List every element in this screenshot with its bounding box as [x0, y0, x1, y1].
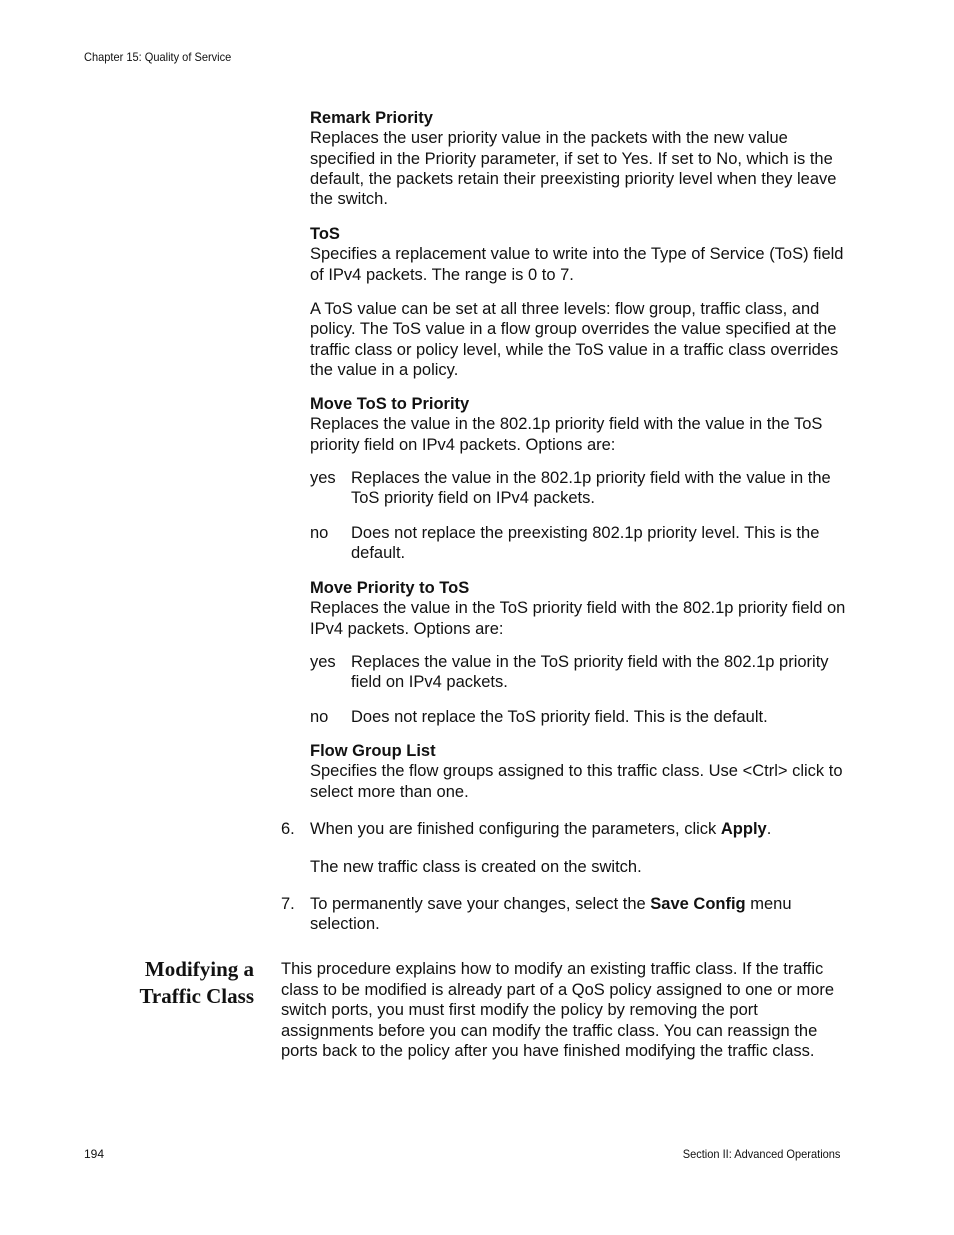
section-heading: Modifying a Traffic Class [139, 957, 254, 1008]
step-item [281, 894, 851, 935]
move-tos-to-priority-block [310, 394, 850, 455]
running-header: Chapter 15: Quality of Service [84, 50, 232, 64]
section-body: This procedure explains how to modify an existing traffic class. If the traffic class to be modified is already part of a QoS policy assigned to one or more switch ports, you must first modify the policy by removing the port assignments before you can modify the traffic class. You can reassign the ports back to the policy after you have finished modifying the traffic class. [281, 960, 835, 1061]
step-result: The new traffic class is created on the switch. [310, 858, 642, 876]
page-number: 194 [84, 1147, 105, 1161]
move-tos-to-priority-desc: Replaces the value in the 802.1p priority field with the value in the ToS priority field on IPv4 packets. Options are: [310, 415, 823, 454]
step-text: When you are finished configuring the parameters, click Apply. [310, 820, 772, 838]
remark-priority-block [310, 108, 850, 209]
option-text: Replaces the value in the ToS priority field with the 802.1p priority field on IPv4 packets. [351, 653, 829, 692]
remark-priority-desc: Replaces the user priority value in the packets with the new value specified in the Priority parameter, if set to Yes. If set to No, which is the default, the packets retain their preexisting priority level when they leave the switch. [310, 129, 837, 209]
tos-term: ToS [310, 225, 340, 243]
option-item [310, 707, 850, 727]
remark-priority-term: Remark Priority [310, 109, 433, 127]
option-key: yes [310, 653, 336, 671]
option-key: no [310, 708, 329, 726]
move-tos-to-priority-term: Move ToS to Priority [310, 395, 470, 413]
step-number: 6. [281, 820, 295, 838]
option-text: Does not replace the ToS priority field. This is the default. [351, 708, 768, 726]
tos-note: A ToS value can be set at all three levels: flow group, traffic class, and policy. The ToS value in a flow group overrides the value specified at the traffic class or policy level, while the ToS value in a traffic class overrides the value in a policy. [310, 300, 839, 379]
flow-group-list-term: Flow Group List [310, 742, 436, 760]
option-text: Does not replace the preexisting 802.1p priority level. This is the default. [351, 524, 820, 563]
save-config-label: Save Config [650, 895, 746, 913]
flow-group-list-block [310, 741, 850, 802]
option-text: Replaces the value in the 802.1p priority field with the value in the ToS priority field on IPv4 packets. [351, 469, 831, 508]
tos-block [310, 224, 850, 285]
apply-label: Apply [720, 820, 767, 838]
step-text: To permanently save your changes, select the Save Config menu selection. [310, 895, 792, 934]
option-key: no [310, 524, 329, 542]
option-key: yes [310, 469, 336, 487]
move-priority-to-tos-desc: Replaces the value in the ToS priority field with the 802.1p priority field on IPv4 packets. Options are: [310, 599, 846, 638]
step-number: 7. [281, 895, 295, 913]
tos-desc: Specifies a replacement value to write into the Type of Service (ToS) field of IPv4 packets. The range is 0 to 7. [310, 245, 844, 284]
flow-group-list-desc: Specifies the flow groups assigned to this traffic class. Use <Ctrl> click to select more than one. [310, 762, 843, 801]
option-item [310, 652, 850, 693]
option-item [310, 468, 850, 509]
running-footer: Section II: Advanced Operations [682, 1147, 840, 1161]
step-item [281, 819, 851, 839]
move-priority-to-tos-block [310, 578, 850, 639]
option-item [310, 523, 850, 564]
move-priority-to-tos-term: Move Priority to ToS [310, 579, 470, 597]
